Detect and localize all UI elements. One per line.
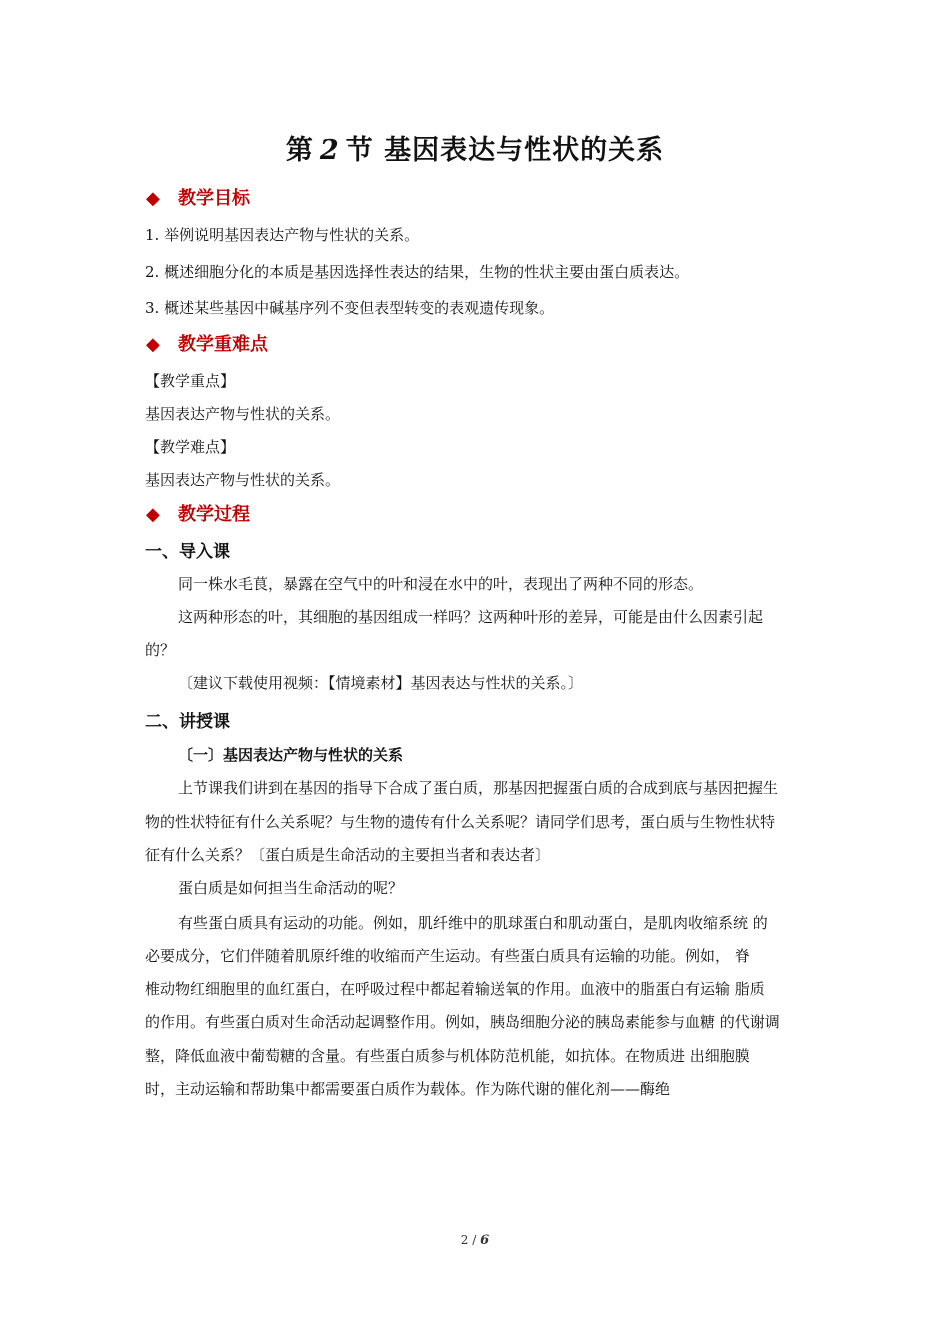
page-number	[0, 1233, 950, 1248]
paragraph-line: 蛋白质是如何担当生命活动的呢？	[178, 879, 404, 897]
paragraph-line: 这两种形态的叶，其细胞的基因组成一样吗？这两种叶形的差异，可能是由什么因素引起	[178, 608, 764, 626]
subsection-heading: 〔一〕基因表达产物与性状的关系	[178, 746, 404, 764]
diamond-bullet-icon: ◆	[146, 188, 160, 209]
page-title	[0, 128, 950, 167]
paragraph-line: 时，主动运输和帮助集中都需要蛋白质作为载体。作为陈代谢的催化剂——酶绝	[145, 1080, 671, 1098]
paragraph-line: 上节课我们讲到在基因的指导下合成了蛋白质，那基因把握蛋白质的合成到底与基因把握生	[178, 779, 779, 797]
total-pages: 6	[480, 1233, 490, 1248]
diamond-bullet-icon: ◆	[146, 334, 160, 355]
current-page: 2	[460, 1233, 469, 1247]
video-suggestion: 〔建议下载使用视频：【情境素材】基因表达与性状的关系。〕	[178, 674, 584, 692]
section-heading-key-points: ◆ 教学重难点	[146, 334, 268, 355]
difficulty-text: 基因表达产物与性状的关系。	[145, 471, 341, 489]
section-heading-process: ◆ 教学过程	[146, 504, 250, 525]
part-heading-lecture: 二、讲授课	[145, 712, 230, 732]
goal-item: 1. 举例说明基因表达产物与性状的关系。	[145, 226, 420, 244]
part-heading-intro: 一、导入课	[145, 542, 230, 562]
goal-item: 3. 概述某些基因中碱基序列不变但表型转变的表观遗传现象。	[145, 299, 555, 317]
paragraph-line: 整，降低血液中葡萄糖的含量。有些蛋白质参与机体防范机能，如抗体。在物质进 出细胞膜	[145, 1047, 750, 1065]
title-section-number: 2	[319, 135, 340, 166]
paragraph-line: 物的性状特征有什么关系呢？与生物的遗传有什么关系呢？请同学们思考，蛋白质与生物性状特	[145, 813, 776, 831]
paragraph-line: 的作用。有些蛋白质对生命活动起调整作用。例如，胰岛细胞分泌的胰岛素能参与血糖 的代谢调	[145, 1013, 780, 1031]
difficulty-label: 【教学难点】	[145, 438, 236, 456]
section-heading-goals: ◆ 教学目标	[146, 188, 250, 209]
paragraph-line: 的？	[145, 641, 176, 659]
diamond-bullet-icon: ◆	[146, 504, 160, 525]
focus-label: 【教学重点】	[145, 372, 236, 390]
title-text: 节 基因表达与性状的关系	[345, 135, 665, 166]
paragraph-line: 椎动物红细胞里的血红蛋白，在呼吸过程中都起着输送氧的作用。血液中的脂蛋白有运输 脂质	[145, 980, 765, 998]
paragraph-line: 有些蛋白质具有运动的功能。例如，肌纤维中的肌球蛋白和肌动蛋白，是肌肉收缩系统 的	[178, 914, 768, 932]
page-separator: /	[472, 1233, 477, 1247]
paragraph-line: 征有什么关系？〔蛋白质是生命活动的主要担当者和表达者〕	[145, 846, 551, 864]
paragraph-line: 必要成分，它们伴随着肌原纤维的收缩而产生运动。有些蛋白质具有运输的功能。例如， 脊	[145, 947, 750, 965]
goal-item: 2. 概述细胞分化的本质是基因选择性表达的结果，生物的性状主要由蛋白质表达。	[145, 263, 690, 281]
paragraph-line: 同一株水毛茛，暴露在空气中的叶和浸在水中的叶，表现出了两种不同的形态。	[178, 575, 704, 593]
focus-text: 基因表达产物与性状的关系。	[145, 405, 341, 423]
title-prefix: 第	[285, 135, 314, 166]
